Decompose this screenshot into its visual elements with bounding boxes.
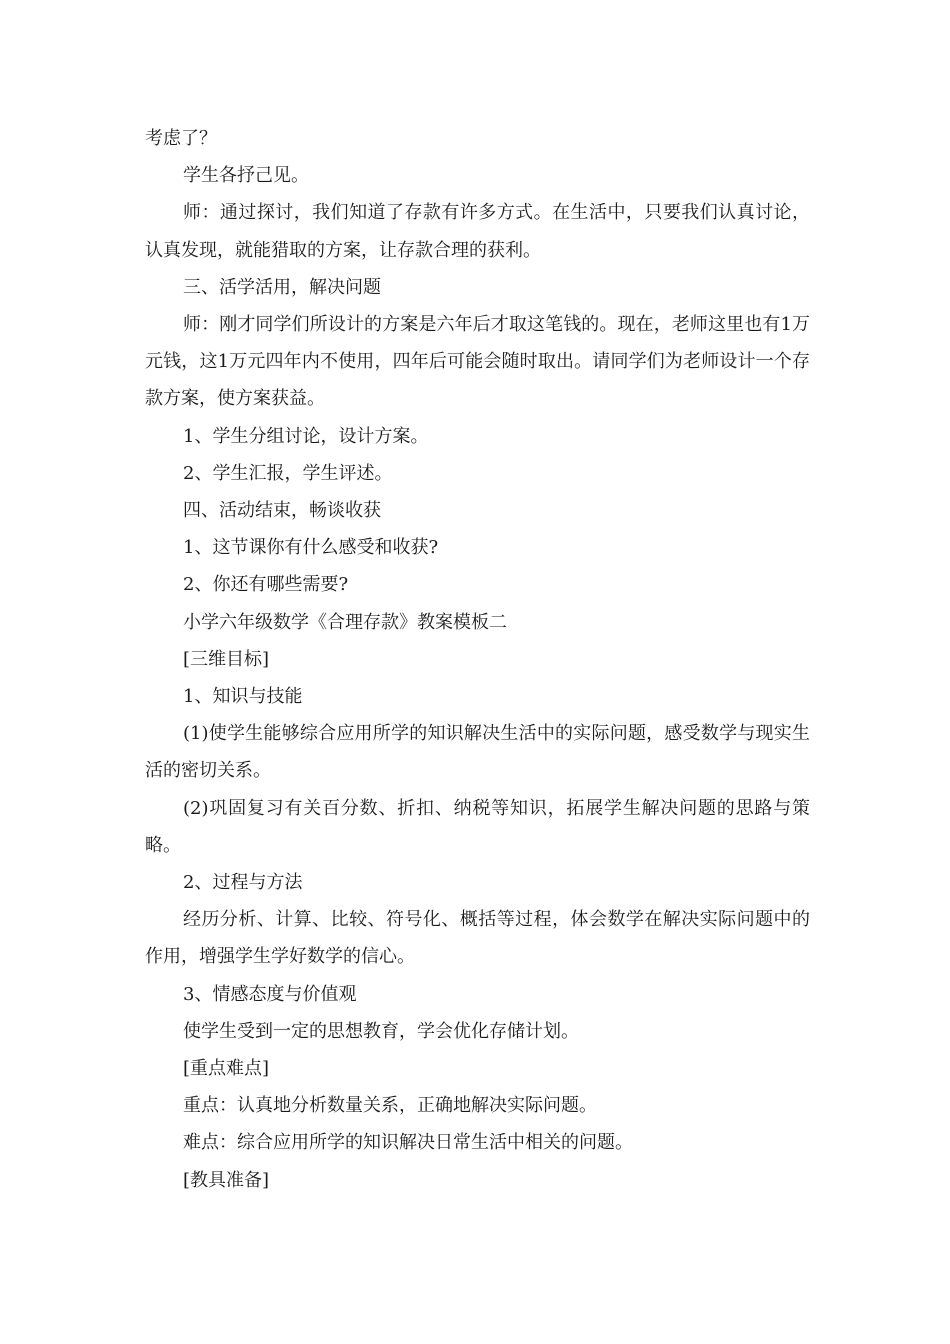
subsection-heading: 2、过程与方法 (183, 872, 303, 894)
document-body (145, 120, 810, 1199)
paragraph: 难点：综合应用所学的知识解决日常生活中相关的问题。 (183, 1132, 633, 1154)
paragraph: (1)使学生能够综合应用所学的知识解决生活中的实际问题，感受数学与现实生活的密切关系。 (145, 723, 810, 782)
section-heading: 三、活学活用，解决问题 (183, 276, 381, 298)
paragraph: 使学生受到一定的思想教育，学会优化存储计划。 (183, 1020, 579, 1042)
subsection-heading: 3、情感态度与价值观 (183, 983, 357, 1005)
paragraph: 经历分析、计算、比较、符号化、概括等过程，体会数学在解决实际问题中的作用，增强学生学好数学的信心。 (145, 909, 810, 968)
subsection-heading: 1、知识与技能 (183, 686, 303, 708)
section-heading: [三维目标] (183, 648, 270, 670)
paragraph: 师：通过探讨，我们知道了存款有许多方式。在生活中，只要我们认真讨论，认真发现，就能猎取的方案，让存款合理的获利。 (145, 202, 810, 261)
paragraph: 学生各抒己见。 (183, 165, 309, 187)
paragraph: 师：刚才同学们所设计的方案是六年后才取这笔钱的。现在，老师这里也有1万元钱，这1万元四年内不使用，四年后可能会随时取出。请同学们为老师设计一个存款方案，使方案获益。 (145, 314, 810, 410)
paragraph: (2)巩固复习有关百分数、折扣、纳税等知识，拓展学生解决问题的思路与策略。 (145, 797, 810, 856)
paragraph: 重点：认真地分析数量关系，正确地解决实际问题。 (183, 1095, 597, 1117)
section-heading: [教具准备] (183, 1169, 270, 1191)
section-heading: [重点难点] (183, 1058, 270, 1080)
list-item: 2、学生汇报，学生评述。 (183, 462, 393, 484)
list-item: 2、你还有哪些需要? (183, 574, 349, 596)
list-item: 1、学生分组讨论，设计方案。 (183, 425, 429, 447)
paragraph: 考虑了？ (145, 128, 217, 149)
document-subtitle: 小学六年级数学《合理存款》教案模板二 (183, 611, 507, 633)
section-heading: 四、活动结束，畅谈收获 (183, 500, 381, 522)
list-item: 1、这节课你有什么感受和收获? (183, 537, 439, 559)
